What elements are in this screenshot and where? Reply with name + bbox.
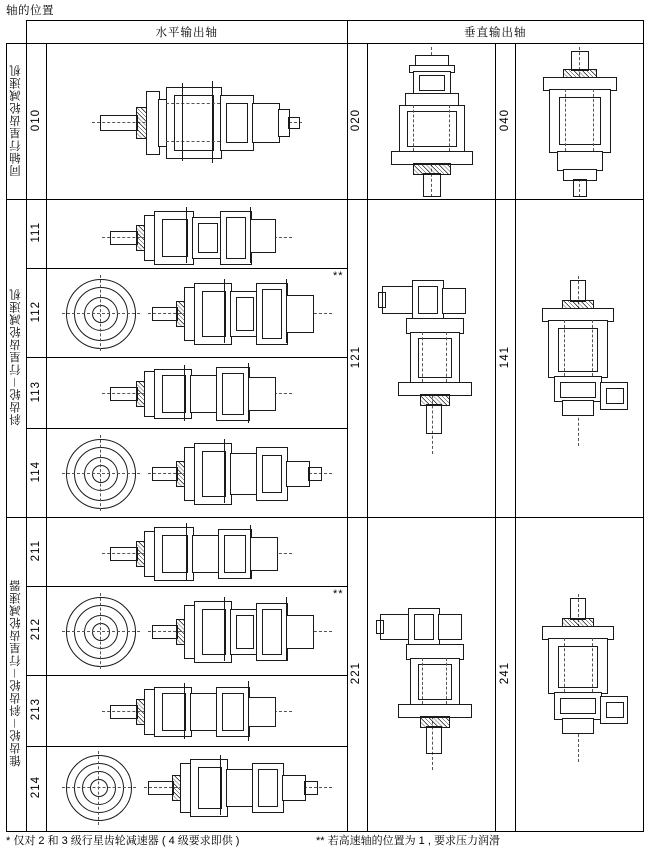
family-label-coaxial: 同轴行星齿轮减速机 (7, 44, 27, 200)
code-cell-121: 121 (347, 200, 367, 518)
footnote-right: ** 若高速轴的位置为 1 , 要求压力润滑 (316, 835, 500, 847)
figure-112 (47, 269, 347, 358)
family-label-bevel-helical: 锥齿轮－斜齿轮－行星齿轮减速器 (7, 518, 27, 832)
header-horizontal (27, 21, 348, 44)
footnote-marker: ** (332, 270, 344, 282)
figure-111 (47, 200, 347, 269)
family-label-helical: 斜齿轮－行星齿轮减速机 (7, 200, 27, 518)
figure-212 (47, 587, 347, 676)
figure-214 (47, 747, 347, 832)
code-cell-010: 010 (27, 44, 47, 200)
code-cell-040: 040 (495, 44, 515, 200)
code-cell-241: 241 (495, 518, 515, 832)
figure-114 (47, 429, 347, 518)
figure-213 (47, 676, 347, 747)
code-cell-113: 113 (27, 358, 47, 429)
table-row (7, 44, 644, 200)
table-header-row (7, 21, 644, 44)
code-cell-212: 212 (27, 587, 47, 676)
code-cell-213: 213 (27, 676, 47, 747)
figure-113 (47, 358, 347, 429)
figure-211 (47, 518, 347, 587)
code-cell-112: 112 (27, 269, 47, 358)
code-cell-020: 020 (347, 44, 367, 200)
header-vertical (347, 21, 643, 44)
shaft-position-table (6, 20, 644, 832)
code-cell-221: 221 (347, 518, 367, 832)
code-cell-211: 211 (27, 518, 47, 587)
code-cell-214: 214 (27, 747, 47, 832)
page-title: 轴的位置 (6, 5, 54, 17)
footnote-marker: ** (332, 588, 344, 600)
figure-141 (515, 200, 643, 518)
figure-010 (47, 44, 347, 200)
figure-241 (515, 518, 643, 832)
figure-020 (367, 44, 495, 200)
table-row (7, 518, 644, 587)
figure-040 (515, 44, 643, 200)
code-cell-141: 141 (495, 200, 515, 518)
footnote-left: * 仅对 2 和 3 级行星齿轮减速器 ( 4 级要求即供 ) (6, 835, 240, 847)
table-row (7, 200, 644, 269)
figure-121 (367, 200, 495, 518)
code-cell-111: 111 (27, 200, 47, 269)
header-vertical-label: 垂直输出轴 (464, 27, 527, 39)
code-cell-114: 114 (27, 429, 47, 518)
header-horizontal-label: 水平输出轴 (155, 27, 219, 39)
figure-221 (367, 518, 495, 832)
